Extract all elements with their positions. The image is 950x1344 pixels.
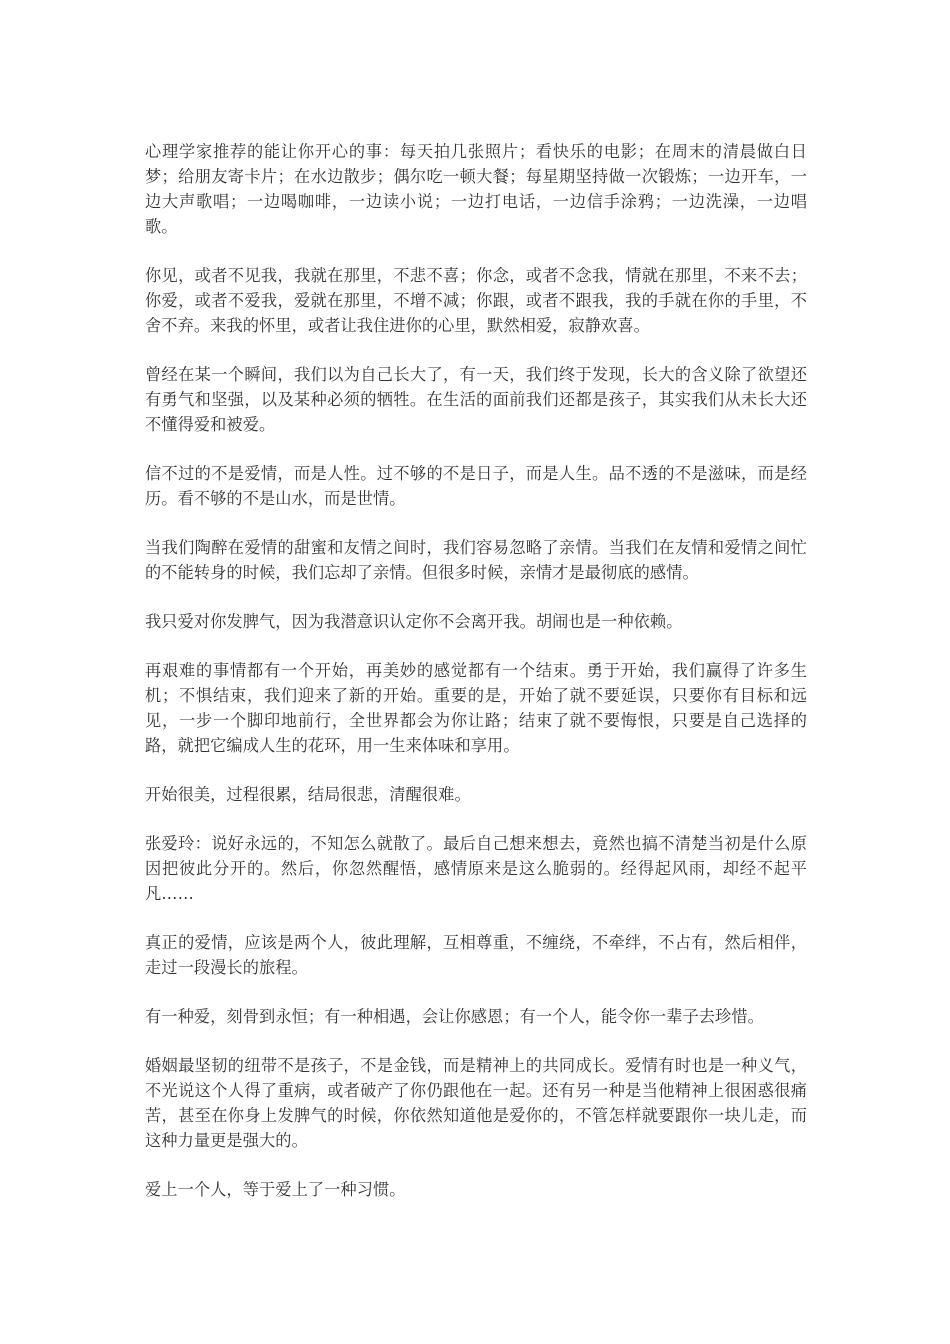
document-page [145, 139, 807, 1226]
paragraph-growing-up: 曾经在某一个瞬间，我们以为自己长大了，有一天，我们终于发现，长大的含义除了欲望还有勇气和坚强，以及某种必须的牺牲。在生活的面前我们还都是孩子，其实我们从未长大还不懂得爱和被爱。 [145, 365, 807, 434]
paragraph-true-love: 真正的爱情，应该是两个人，彼此理解，互相尊重，不缠绕，不牵绊，不占有，然后相伴，走过一段漫长的旅程。 [145, 933, 807, 977]
paragraph-temper: 我只爱对你发脾气，因为我潜意识认定你不会离开我。胡闹也是一种依赖。 [145, 612, 683, 631]
paragraph-beginnings: 再艰难的事情都有一个开始，再美妙的感觉都有一个结束。勇于开始，我们赢得了许多生机；不惧结束，我们迎来了新的开始。重要的是，开始了就不要延误，只要你有目标和远见，一步一个脚印地前行，全世界都会为你让路；结束了就不要悔恨，只要是自己选择的路，就把它编成人生的花环，用一生来体味和享用。 [145, 661, 807, 755]
paragraph-kind-of-love: 有一种爱，刻骨到永恒；有一种相遇，会让你感恩；有一个人，能令你一辈子去珍惜。 [145, 1007, 764, 1026]
paragraph-human-nature: 信不过的不是爱情，而是人性。过不够的不是日子，而是人生。品不透的不是滋味，而是经历。看不够的不是山水，而是世情。 [145, 464, 807, 508]
paragraph-see-or-not: 你见，或者不见我，我就在那里，不悲不喜；你念，或者不念我，情就在那里，不来不去；你爱，或者不爱我，爱就在那里，不增不减；你跟，或者不跟我，我的手就在你的手里，不舍不弃。来我的怀里，或者让我住进你的心里，默然相爱，寂静欢喜。 [145, 266, 807, 335]
paragraph-marriage: 婚姻最坚韧的纽带不是孩子，不是金钱，而是精神上的共同成长。爱情有时也是一种义气，不光说这个人得了重病，或者破产了你仍跟他在一起。还有另一种是当他精神上很困惑很痛苦，甚至在你身上发脾气的时候，你依然知道他是爱你的，不管怎样就要跟你一块儿走，而这种力量更是强大的。 [145, 1056, 807, 1150]
paragraph-family-love: 当我们陶醉在爱情的甜蜜和友情之间时，我们容易忽略了亲情。当我们在友情和爱情之间忙的不能转身的时候，我们忘却了亲情。但很多时候，亲情才是最彻底的感情。 [145, 538, 807, 582]
paragraph-zhang-ailing: 张爱玲：说好永远的，不知怎么就散了。最后自己想来想去，竟然也搞不清楚当初是什么原因把彼此分开的。然后，你忽然醒悟，感情原来是这么脆弱的。经得起风雨，却经不起平凡…… [145, 834, 807, 903]
paragraph-happy-things: 心理学家推荐的能让你开心的事：每天拍几张照片；看快乐的电影；在周末的清晨做白日梦；给朋友寄卡片；在水边散步；偶尔吃一顿大餐；每星期坚持做一次锻炼；一边开车，一边大声歌唱；一边喝咖啡，一边读小说；一边打电话，一边信手涂鸦；一边洗澡，一边唱歌。 [145, 142, 807, 236]
paragraph-beautiful-start: 开始很美，过程很累，结局很悲，清醒很难。 [145, 785, 471, 804]
paragraph-habit: 爱上一个人，等于爱上了一种习惯。 [145, 1180, 406, 1199]
